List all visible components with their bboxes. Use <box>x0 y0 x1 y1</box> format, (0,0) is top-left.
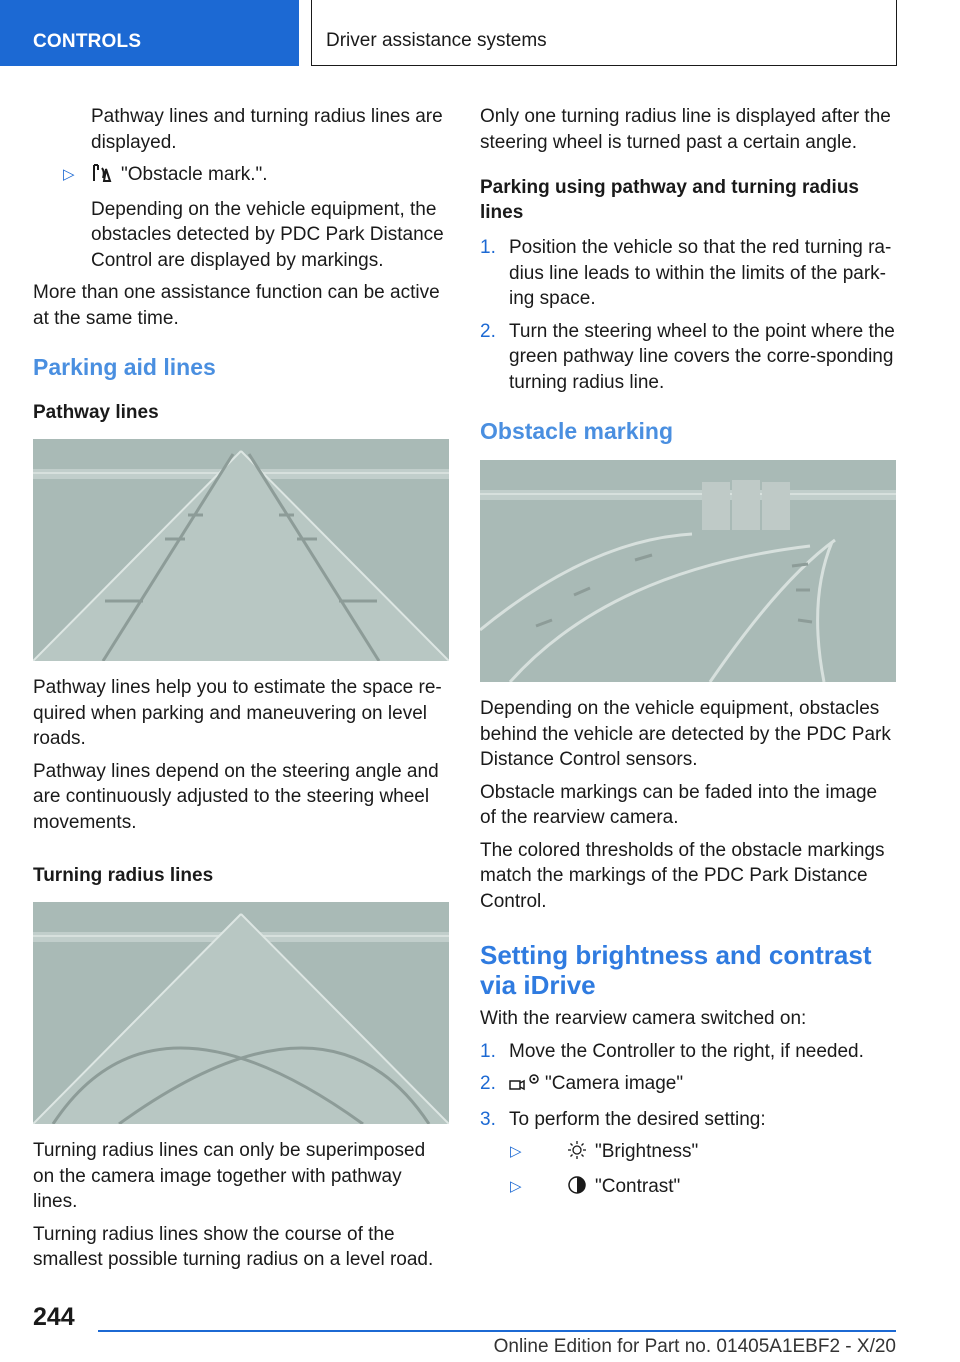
option-brightness <box>480 1139 896 1168</box>
step-number: 2. <box>480 320 496 342</box>
bullet-triangle-icon: ▷ <box>63 166 75 183</box>
step-text: Turn the steering wheel to the point where the green pathway line covers the corre-sponding turning radius line. <box>509 320 895 393</box>
brightness-icon <box>567 1140 595 1168</box>
pathway-lines-image <box>33 439 449 661</box>
obstacle-paragraph-3: The colored thresholds of the obstacle markings match the markings of the PDC Park Distance Control. <box>480 839 885 912</box>
obstacle-marking-image <box>480 460 896 682</box>
heading-parking-aid-lines: Parking aid lines <box>33 354 216 380</box>
intro-continuation: Pathway lines and turning radius lines are displayed. <box>91 106 443 153</box>
heading-obstacle-marking: Obstacle marking <box>480 418 674 444</box>
section-title: CONTROLS <box>33 31 142 52</box>
chapter-title: Driver assistance systems <box>326 30 547 51</box>
idrive-step-2 <box>480 1071 896 1100</box>
step-text: To perform the desired setting: <box>509 1108 766 1130</box>
heading-turning-radius-lines: Turning radius lines <box>33 865 214 886</box>
bullet-obstacle-mark <box>33 162 449 191</box>
step-text: Move the Controller to the right, if needed. <box>509 1040 864 1062</box>
turning-radius-lines-image <box>33 902 449 1124</box>
option-contrast <box>480 1174 896 1203</box>
left-column <box>33 104 449 1280</box>
obstacle-paragraph-2: Obstacle markings can be faded into the image of the rearview camera. <box>480 781 878 828</box>
heading-brightness-contrast: Setting brightness and contrast via iDrive <box>480 940 872 1000</box>
turning-paragraph-2: Turning radius lines show the course of the smallest possible turning radius on a level road. <box>33 1223 434 1270</box>
obstacle-mark-label: "Obstacle mark.". <box>121 164 268 185</box>
camera-settings-icon <box>509 1072 545 1100</box>
obstacle-mark-detail: Depending on the vehicle equipment, the obstacles detected by PDC Park Distance Control are displayed by markings. <box>91 198 444 271</box>
heading-parking-using-lines: Parking using pathway and turning radius lines <box>480 177 859 223</box>
pathway-paragraph-2: Pathway lines depend on the steering angle and are continuously adjusted to the steering wheel movements. <box>33 760 439 833</box>
bullet-triangle-icon: ▷ <box>510 1143 522 1160</box>
footer-divider <box>98 1330 896 1332</box>
step-number: 3. <box>480 1108 496 1130</box>
step-number: 1. <box>480 237 496 258</box>
right-column <box>480 104 896 1208</box>
step-text: Position the vehicle so that the red turning ra-dius line leads to within the limits of the park-ing space. <box>509 237 892 309</box>
chapter-header <box>311 0 897 66</box>
turning-paragraph-1: Turning radius lines can only be superimposed on the camera image together with pathway lines. <box>33 1140 426 1212</box>
one-line-note: Only one turning radius line is displayed after the steering wheel is turned past a certain angle. <box>480 106 891 153</box>
step-number: 1. <box>480 1040 496 1062</box>
pathway-paragraph-1: Pathway lines help you to estimate the space re-quired when parking and maneuvering on level roads. <box>33 677 442 749</box>
idrive-step-1 <box>480 1039 896 1065</box>
option-text: "Brightness" <box>595 1141 699 1162</box>
camera-on-note: With the rearview camera switched on: <box>480 1008 807 1029</box>
multi-function-note: More than one assistance function can be active at the same time. <box>33 282 440 329</box>
contrast-icon <box>567 1175 595 1203</box>
idrive-step-3 <box>480 1107 896 1133</box>
heading-pathway-lines: Pathway lines <box>33 402 159 423</box>
option-text: "Contrast" <box>595 1175 681 1197</box>
parking-step-2 <box>480 319 896 396</box>
obstacle-mark-icon <box>91 163 115 191</box>
bullet-triangle-icon: ▷ <box>510 1177 522 1195</box>
page-number: 244 <box>33 1303 75 1331</box>
step-number: 2. <box>480 1073 496 1094</box>
footer-edition: Online Edition for Part no. 01405A1EBF2 - X/20 <box>493 1336 896 1357</box>
step-text: "Camera image" <box>545 1073 684 1094</box>
parking-step-1 <box>480 235 896 312</box>
section-tab <box>0 0 299 66</box>
obstacle-paragraph-1: Depending on the vehicle equipment, obstacles behind the vehicle are detected by the PDC Park Distance Control sensors. <box>480 698 891 770</box>
